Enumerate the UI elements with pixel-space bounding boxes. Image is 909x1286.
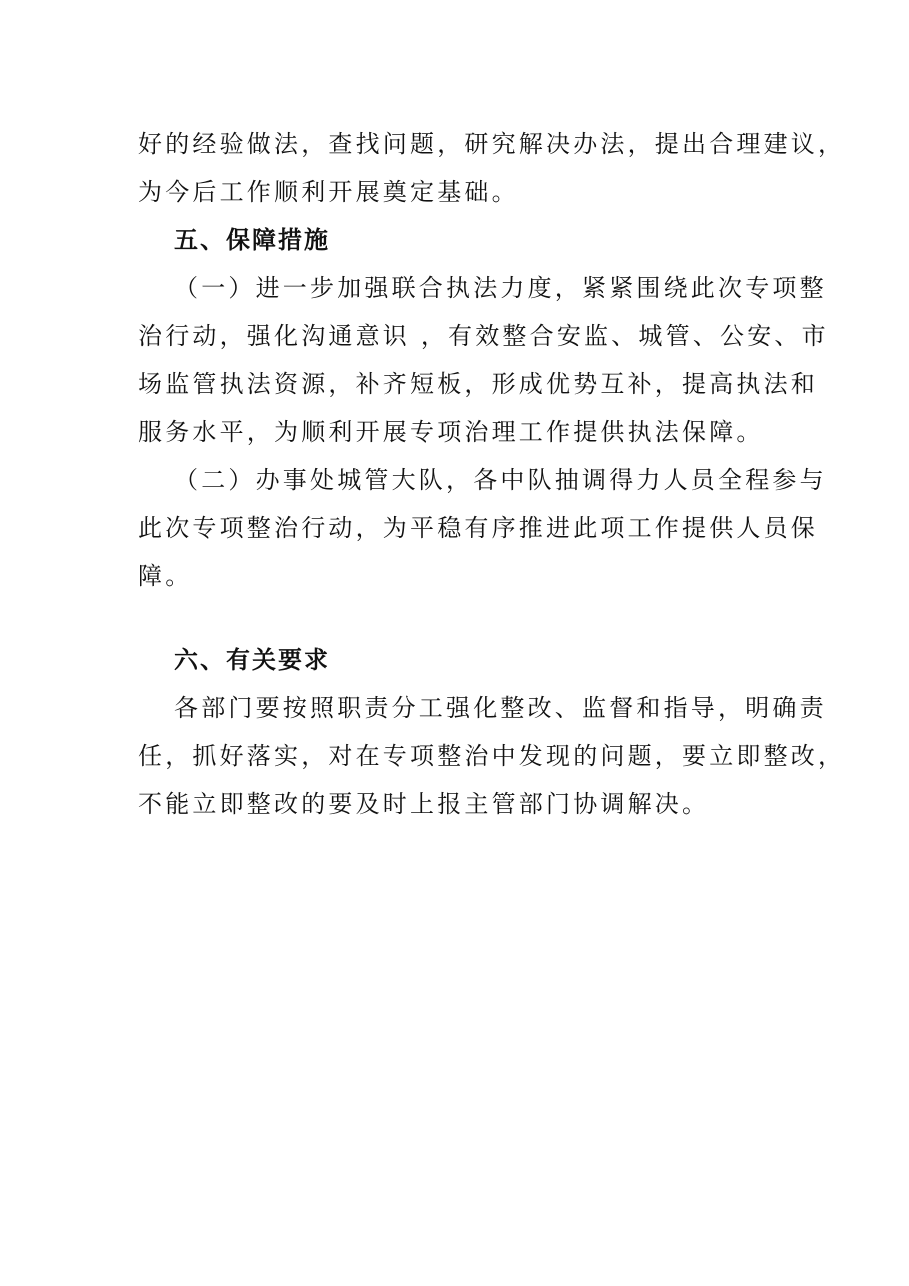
paragraph-line: 治行动，强化沟通意识 ，有效整合安监、城管、公安、市	[138, 322, 829, 350]
spacer	[138, 600, 774, 636]
paragraph-line: 不能立即整改的要及时上报主管部门协调解决。	[138, 790, 710, 818]
paragraph-line: 服务水平，为顺利开展专项治理工作提供执法保障。	[138, 418, 764, 446]
section-heading-5: 五、保障措施	[174, 226, 330, 254]
paragraph-line: 此次专项整治行动，为平稳有序推进此项工作提供人员保	[138, 514, 818, 542]
section6-paragraph-1	[138, 684, 846, 828]
document-body	[138, 120, 846, 828]
paragraph-line: 任，抓好落实，对在专项整治中发现的问题，要立即整改，	[138, 742, 846, 770]
section-heading-6: 六、有关要求	[174, 646, 330, 674]
intro-paragraph	[138, 120, 846, 216]
paragraph-line: 各部门要按照职责分工强化整改、监督和指导，明确责	[174, 694, 827, 722]
paragraph-line: （一）进一步加强联合执法力度，紧紧围绕此次专项整	[174, 274, 827, 302]
paragraph-line: （二）办事处城管大队，各中队抽调得力人员全程参与	[174, 466, 827, 494]
paragraph-line: 场监管执法资源，补齐短板，形成优势互补，提高执法和	[138, 370, 818, 398]
paragraph-line: 障。	[138, 562, 193, 590]
paragraph-line: 好的经验做法，查找问题，研究解决办法，提出合理建议，	[138, 130, 846, 158]
section5-paragraph-1	[138, 264, 829, 456]
paragraph-line: 为今后工作顺利开展奠定基础。	[138, 178, 519, 206]
section5-paragraph-2	[138, 456, 827, 600]
